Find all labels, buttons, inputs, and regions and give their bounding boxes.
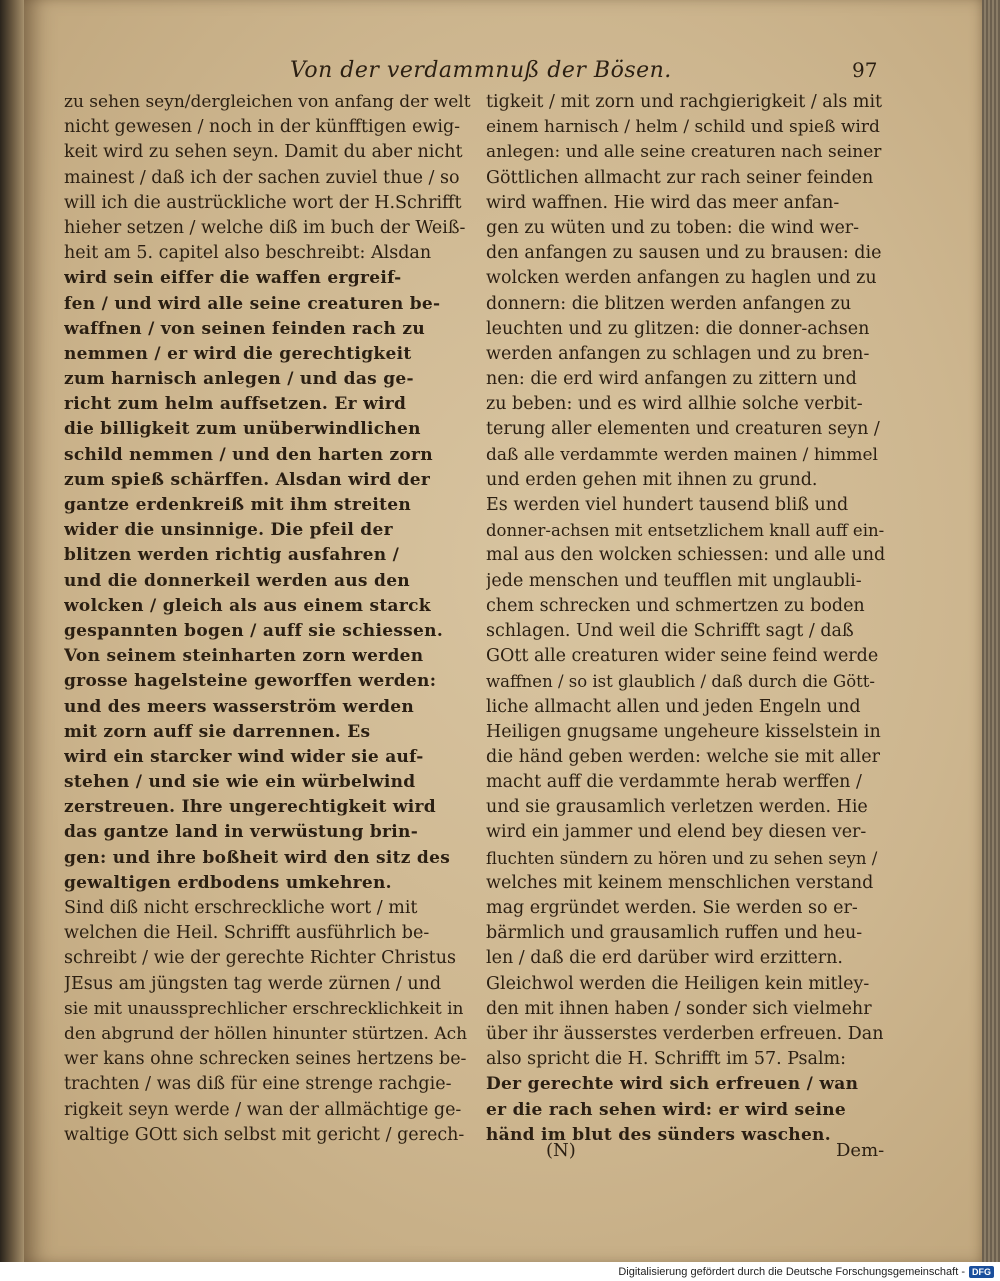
text-line: schild nemmen / und den harten zorn — [64, 444, 433, 465]
text-line: und die donnerkeil werden aus den — [64, 570, 410, 591]
text-line: gen: und ihre boßheit wird den sitz des — [64, 847, 451, 868]
page-edges — [982, 0, 1000, 1262]
text-line: mit zorn auff sie darrennen. Es — [64, 721, 371, 742]
text-line: schlagen. Und weil die Schrifft sagt / daß — [486, 620, 854, 641]
text-line: jede menschen und teufflen mit unglaubli- — [486, 570, 862, 591]
text-line: welchen die Heil. Schrifft ausführlich be- — [64, 923, 430, 944]
text-line: einem harnisch / helm / schild und spieß wird — [486, 117, 880, 138]
text-line: nen: die erd wird anfangen zu zittern und — [486, 369, 857, 390]
text-line: GOtt alle creaturen wider seine feind werde — [486, 646, 879, 667]
text-line: hieher setzen / welche diß im buch der Weiß- — [64, 217, 466, 238]
signature-mark: (N) — [546, 1140, 576, 1161]
text-line: waffnen / von seinen feinden rach zu — [64, 318, 425, 339]
text-line: rigkeit seyn werde / wan der allmächtige ge- — [64, 1099, 462, 1120]
text-line: wird ein starcker wind wider sie auf- — [64, 746, 424, 767]
text-line: Es werden viel hundert tausend bliß und — [486, 495, 849, 515]
text-line: waltige GOtt sich selbst mit gericht / gerech- — [64, 1124, 465, 1145]
text-line: zum spieß schärffen. Alsdan wird der — [64, 469, 431, 490]
text-line: gespannten bogen / auff sie schiessen. — [64, 620, 444, 641]
text-line: schreibt / wie der gerechte Richter Christus — [64, 948, 456, 969]
text-line: den mit ihnen haben / sonder sich vielmehr — [486, 998, 872, 1019]
text-line: bärmlich und grausamlich ruffen und heu- — [486, 923, 863, 944]
text-line: die händ geben werden: welche sie mit aller — [486, 746, 880, 767]
text-line: Gleichwol werden die Heiligen kein mitley- — [486, 973, 870, 994]
left-text-column — [64, 90, 474, 1148]
text-line: gantze erdenkreiß mit ihm streiten — [64, 495, 412, 515]
text-line: wider die unsinnige. Die pfeil der — [64, 520, 393, 541]
text-line: also spricht die H. Schrifft im 57. Psalm: — [486, 1049, 847, 1070]
text-line: trachten / was diß für eine strenge rachgie- — [64, 1074, 452, 1095]
text-line: und des meers wasserström werden — [64, 696, 415, 717]
text-line: über ihr äusserstes verderben erfreuen. Dan — [486, 1023, 884, 1044]
text-line: wird sein eiffer die waffen ergreif- — [64, 268, 402, 289]
text-line: fen / und wird alle seine creaturen be- — [64, 293, 441, 314]
text-line: macht auff die verdammte herab werffen / — [486, 772, 862, 793]
text-line: und sie grausamlich verletzen werden. Hie — [486, 797, 868, 818]
text-line: und erden gehen mit ihnen zu grund. — [486, 469, 818, 490]
text-line: Von seinem steinharten zorn werden — [64, 646, 424, 667]
text-line: den anfangen zu sausen und zu brausen: die — [486, 243, 882, 264]
digitization-credit-bar — [0, 1262, 1000, 1281]
text-line: nicht gewesen / noch in der künfftigen ewig- — [64, 117, 461, 138]
text-line: gen zu wüten und zu toben: die wind wer- — [486, 217, 860, 238]
text-line: daß alle verdammte werden mainen / himmel — [486, 444, 878, 465]
text-line: Der gerechte wird sich erfreuen / wan — [486, 1074, 859, 1095]
text-line: keit wird zu sehen seyn. Damit du aber nicht — [64, 142, 463, 163]
running-title: Von der verdammnuß der Bösen. — [290, 58, 672, 83]
text-line: Sind diß nicht erschreckliche wort / mit — [64, 898, 418, 918]
text-line: blitzen werden richtig ausfahren / — [64, 545, 400, 566]
text-line: wird waffnen. Hie wird das meer anfan- — [486, 192, 840, 213]
text-line: wolcken / gleich als aus einem starck — [64, 595, 431, 616]
page-number: 97 — [852, 58, 878, 82]
right-text-column — [486, 90, 886, 1148]
text-line: grosse hagelsteine geworffen werden: — [64, 671, 437, 692]
text-line: den abgrund der höllen hinunter stürtzen. Ach — [64, 1023, 468, 1044]
text-line: zerstreuen. Ihre ungerechtigkeit wird — [64, 797, 436, 818]
text-line: nemmen / er wird die gerechtigkeit — [64, 343, 412, 364]
text-line: wolcken werden anfangen zu haglen und zu — [486, 268, 877, 289]
text-line: richt zum helm auffsetzen. Er wird — [64, 394, 407, 415]
text-line: gewaltigen erdbodens umkehren. — [64, 872, 392, 893]
text-line: donnern: die blitzen werden anfangen zu — [486, 293, 852, 314]
text-line: Heiligen gnugsame ungeheure kisselstein in — [486, 721, 881, 742]
text-line: er die rach sehen wird: er wird seine — [486, 1099, 847, 1120]
text-line: fluchten sündern zu hören und zu sehen seyn / — [486, 848, 878, 868]
credit-text: Digitalisierung gefördert durch die Deutsche Forschungsgemeinschaft - — [618, 1265, 965, 1278]
text-line: chem schrecken und schmertzen zu boden — [486, 595, 865, 616]
text-line: heit am 5. capitel also beschreibt: Alsdan — [64, 243, 432, 264]
text-line: JEsus am jüngsten tag werde zürnen / und — [64, 973, 442, 994]
text-line: die billigkeit zum unüberwindlichen — [64, 419, 421, 440]
text-line: werden anfangen zu schlagen und zu bren- — [486, 343, 870, 364]
text-line: len / daß die erd darüber wird erzittern. — [486, 948, 843, 969]
text-line: stehen / und sie wie ein würbelwind — [64, 772, 416, 793]
text-line: leuchten und zu glitzen: die donner-achsen — [486, 318, 870, 339]
text-line: Göttlichen allmacht zur rach seiner feinden — [486, 167, 874, 188]
text-line: donner-achsen mit entsetzlichem knall auff ein- — [486, 521, 885, 541]
catchword: Dem- — [836, 1140, 885, 1161]
text-line: zu sehen seyn/dergleichen von anfang der welt — [64, 92, 471, 112]
dfg-logo: DFG — [969, 1266, 994, 1278]
text-line: wer kans ohne schrecken seines hertzens be- — [64, 1049, 467, 1070]
text-line: händ im blut des sünders waschen. — [486, 1124, 831, 1145]
text-line: tigkeit / mit zorn und rachgierigkeit / als mit — [486, 92, 883, 112]
text-line: liche allmacht allen und jeden Engeln und — [486, 696, 861, 717]
text-line: zu beben: und es wird allhie solche verbit- — [486, 394, 863, 415]
text-line: welches mit keinem menschlichen verstand — [486, 872, 874, 893]
text-line: anlegen: und alle seine creaturen nach seiner — [486, 142, 882, 163]
text-line: wird ein jammer und elend bey diesen ver- — [486, 822, 867, 843]
text-line: das gantze land in verwüstung brin- — [64, 822, 419, 843]
text-line: mal aus den wolcken schiessen: und alle und — [486, 545, 886, 566]
text-line: mag ergründet werden. Sie werden so er- — [486, 898, 858, 918]
text-line: terung aller elementen und creaturen seyn / — [486, 419, 880, 440]
text-line: mainest / daß ich der sachen zuviel thue / so — [64, 167, 460, 188]
text-line: will ich die austrückliche wort der H.Schrifft — [64, 192, 462, 213]
text-line: zum harnisch anlegen / und das ge- — [64, 369, 414, 390]
text-line: sie mit unaussprechlicher erschrecklichkeit in — [64, 998, 464, 1019]
text-line: waffnen / so ist glaublich / daß durch die Gött- — [486, 672, 876, 692]
